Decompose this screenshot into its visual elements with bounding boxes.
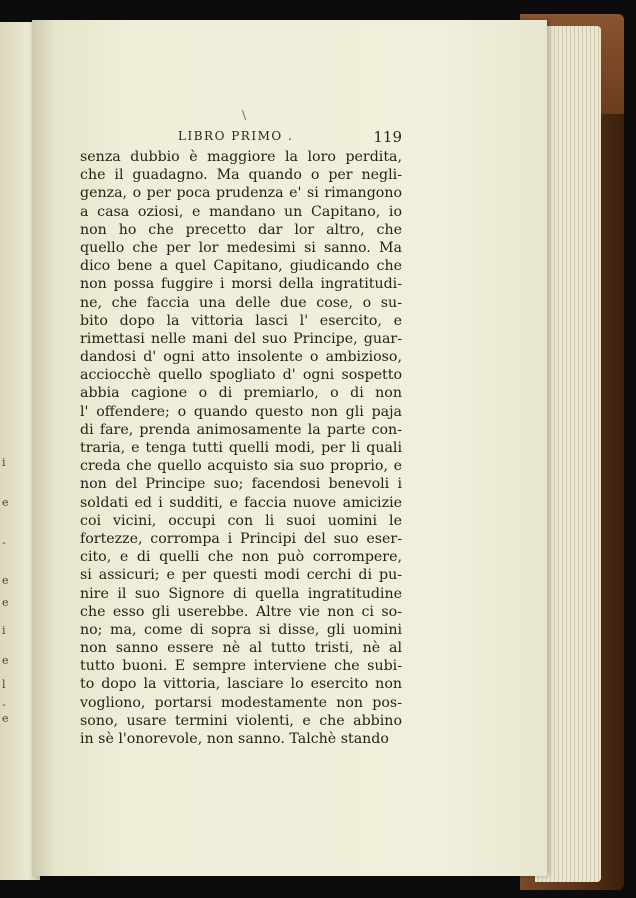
text-line: dico bene a quel Capitano, giudicando che (80, 258, 402, 275)
left-margin-glyph: i (2, 624, 6, 637)
text-line: vogliono, portarsi modestamente non pos- (80, 694, 402, 711)
text-line: non possa fuggire i morsi della ingratitudi- (80, 276, 402, 293)
text-line: abbia cagione o di premiarlo, o di non (80, 385, 402, 402)
text-line: genza, o per poca prudenza e' si rimangono (80, 185, 402, 202)
text-line: nire il suo Signore di quella ingratitudine (80, 585, 402, 602)
running-head: LIBRO PRIMO . (178, 129, 294, 143)
left-margin-glyph: - (2, 536, 6, 549)
text-line: l' offendere; o quando questo non gli paja (80, 403, 402, 420)
left-margin-glyph: e (2, 574, 9, 587)
text-line: traria, e tenga tutti quelli modi, per li quali (80, 440, 402, 456)
text-line: non sanno essere nè al tutto tristi, nè al (80, 640, 402, 657)
text-line: sono, usare termini violenti, e che abbino (80, 712, 402, 729)
text-line: cito, e di quelli che non può corrompere, (80, 549, 402, 566)
text-line: non ho che precetto dar lor altro, che (80, 221, 402, 238)
text-line: a casa oziosi, e mandano un Capitano, io (80, 203, 402, 220)
left-margin-glyph: e (2, 596, 9, 609)
left-margin-glyph: e (2, 712, 9, 725)
left-margin-glyph: l (2, 678, 6, 691)
text-line: tutto buoni. E sempre interviene che subi- (80, 658, 402, 675)
page-header (178, 128, 402, 148)
text-line: in sè l'onorevole, non sanno. Talchè stando (80, 731, 389, 747)
left-margin-glyph: e (2, 496, 9, 509)
text-line: creda che quello acquisto sia suo proprio, e (80, 458, 402, 475)
text-line: bito dopo la vittoria lasci l' esercito, e (80, 312, 402, 329)
text-line: senza dubbio è maggiore la loro perdita, (80, 149, 402, 165)
text-line: ne, che faccia una delle due cose, o su- (80, 294, 402, 311)
text-line: di fare, prenda animosamente la parte con- (80, 421, 402, 438)
left-margin-glyph: e (2, 654, 9, 667)
top-mark: \ (242, 108, 247, 122)
text-line: dandosi d' ogni atto insolente o ambizioso, (80, 349, 402, 366)
text-line: soldati ed i sudditi, e faccia nuove amicizie (80, 494, 402, 511)
page-number: 119 (373, 128, 402, 146)
text-line: no; ma, come di sopra si disse, gli uomini (80, 621, 402, 638)
text-line: to dopo la vittoria, lasciare lo esercito non (80, 676, 402, 693)
text-line: che il guadagno. Ma quando o per negli- (80, 167, 402, 184)
left-margin-glyph: - (2, 698, 6, 711)
left-margin-glyph: i (2, 456, 6, 469)
text-line: fortezze, corrompa i Principi del suo eser- (80, 530, 402, 547)
text-line: acciocchè quello spogliato d' ogni sospetto (80, 367, 402, 384)
text-line: non del Principe suo; facendosi benevoli i (80, 476, 402, 493)
text-line: che esso gli userebbe. Altre vie non ci so- (80, 603, 402, 620)
text-line: quello che per lor medesimi si sanno. Ma (80, 239, 402, 256)
text-line: si assicuri; e per questi modi cerchi di pu- (80, 567, 402, 584)
text-line: rimettasi nelle mani del suo Principe, guar- (80, 330, 402, 347)
page-body-text (80, 148, 402, 748)
text-line: coi vicini, occupi con li suoi uomini le (80, 512, 402, 529)
